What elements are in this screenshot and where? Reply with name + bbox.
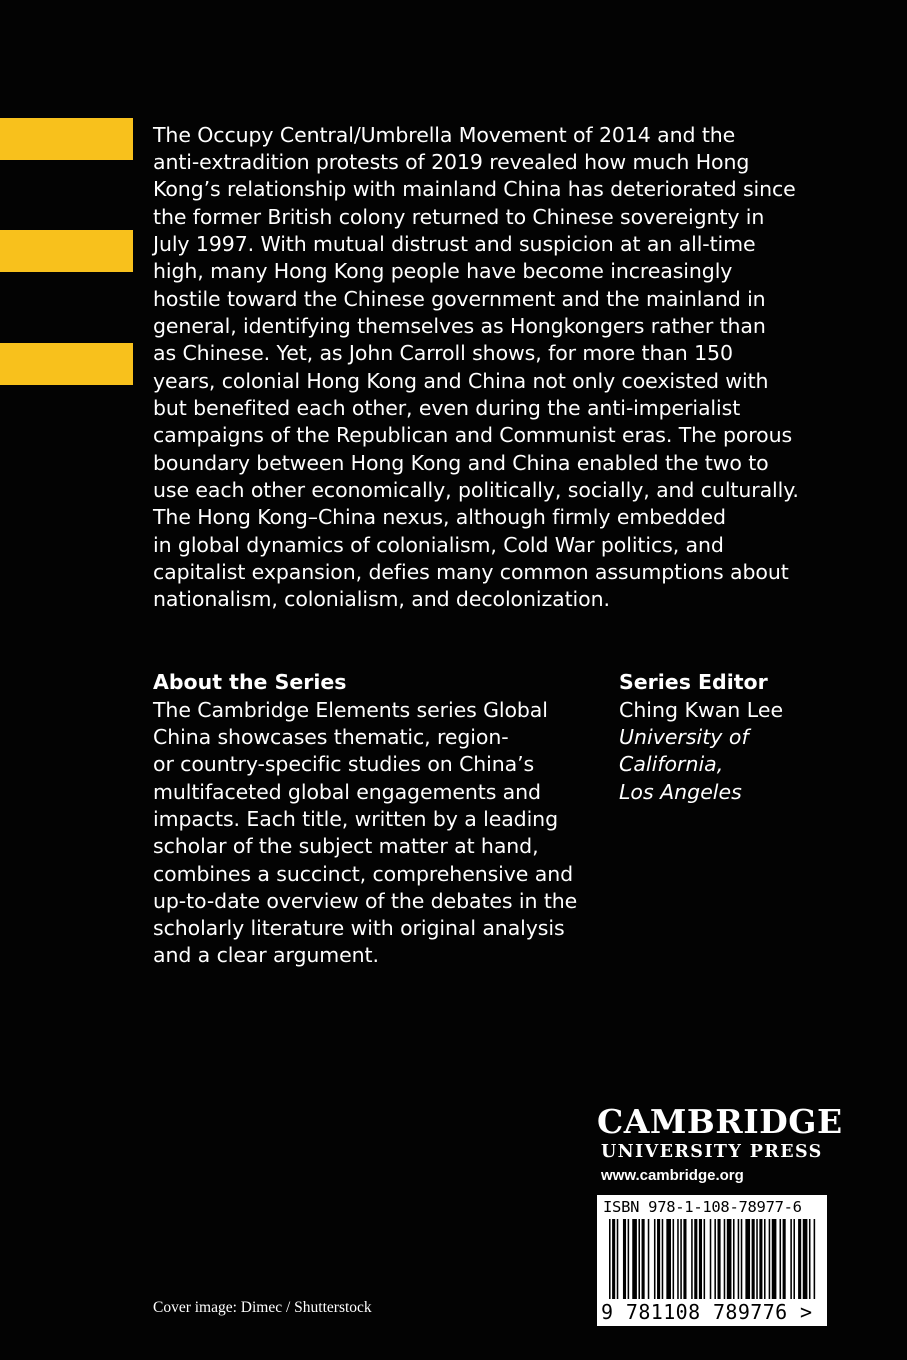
blurb-line: use each other economically, politically, socially, and culturally. [153,478,799,502]
barcode-bar [772,1219,777,1299]
about-series-line: multifaceted global engagements and [153,780,541,804]
about-series-line: impacts. Each title, written by a leading [153,807,558,831]
barcode-bar [673,1219,675,1299]
barcode-bar [733,1219,735,1299]
publisher-name: CAMBRIDGE [597,1102,843,1141]
barcode-bar [738,1219,740,1299]
barcode-bar [727,1219,732,1299]
series-editor-affiliation: University of [619,725,749,749]
barcode-bar [648,1219,650,1299]
barcode-bar [798,1219,801,1299]
barcode-bar [704,1219,706,1299]
about-series-line: China showcases thematic, region- [153,725,509,749]
cover-image-credit: Cover image: Dimec / Shutterstock [153,1299,372,1316]
barcode-bar [699,1219,702,1299]
barcode-bar [642,1219,645,1299]
barcode-bar [759,1219,762,1299]
barcode-bar [780,1219,782,1299]
about-series-line: scholarly literature with original analysis [153,916,565,940]
blurb-line: years, colonial Hong Kong and China not only coexisted with [153,369,769,393]
barcode-bar [654,1219,656,1299]
blurb-line: Kong’s relationship with mainland China has deteriorated since [153,177,796,201]
blurb-line: the former British colony returned to Chinese sovereignty in [153,205,765,229]
blurb-line: campaigns of the Republican and Communist eras. The porous [153,423,793,447]
series-editor-affiliation: Los Angeles [619,780,742,804]
barcode-bar [790,1219,792,1299]
barcode-bar [769,1219,771,1299]
blurb-line: nationalism, colonialism, and decolonization. [153,587,610,611]
publisher-url[interactable]: www.cambridge.org [601,1167,744,1184]
barcode-bar [609,1219,611,1299]
blurb-line: general, identifying themselves as Hongkongers rather than [153,314,766,338]
barcode-bar [677,1219,679,1299]
barcode-bar [628,1219,630,1299]
barcode-bar [814,1219,816,1299]
barcode-bar [657,1219,660,1299]
barcode-bar [718,1219,721,1299]
barcode-bar [741,1219,743,1299]
barcode-bars [601,1219,821,1301]
blurb-line: in global dynamics of colonialism, Cold War politics, and [153,533,724,557]
blurb-line: The Hong Kong–China nexus, although firmly embedded [153,505,726,529]
barcode-bar [694,1219,697,1299]
isbn-label: ISBN 978-1-108-78977-6 [603,1198,802,1216]
barcode-bar [638,1219,640,1299]
barcode-bar [764,1219,766,1299]
blurb-line: as Chinese. Yet, as John Carroll shows, for more than 150 [153,341,733,365]
barcode-bar [612,1219,615,1299]
about-series-heading: About the Series [153,670,347,694]
series-editor-name: Ching Kwan Lee [619,698,784,722]
blurb-line: high, many Hong Kong people have become increasingly [153,259,733,283]
barcode-bar [809,1219,811,1299]
barcode-digits: 9 781108 789776 > [601,1300,813,1324]
barcode-bar [691,1219,693,1299]
blurb-line: The Occupy Central/Umbrella Movement of 2014 and the [153,123,736,147]
barcode-bar [662,1219,664,1299]
barcode-bar [714,1219,716,1299]
series-editor-affiliation: California, [619,752,724,776]
blurb-line: but benefited each other, even during the anti-imperialist [153,396,741,420]
barcode-bar [724,1219,726,1299]
about-series-line: scholar of the subject matter at hand, [153,834,539,858]
about-series-line: or country-specific studies on China’s [153,752,535,776]
barcode-bar [793,1219,795,1299]
about-series-line: The Cambridge Elements series Global [153,698,548,722]
about-series-line: and a clear argument. [153,943,379,967]
series-editor-heading: Series Editor [619,670,768,694]
yellow-bar-bottom [0,343,133,385]
barcode-bar [623,1219,626,1299]
barcode-bar [756,1219,758,1299]
barcode-bar [666,1219,671,1299]
blurb-line: capitalist expansion, defies many common assumptions about [153,560,789,584]
blurb-line: anti-extradition protests of 2019 revealed how much Hong [153,150,750,174]
barcode-bar [803,1219,808,1299]
isbn-barcode [597,1195,827,1326]
barcode-bar [783,1219,786,1299]
about-series-line: combines a succinct, comprehensive and [153,862,574,886]
barcode-bar [752,1219,755,1299]
barcode-bar [632,1219,637,1299]
barcode-bar [683,1219,686,1299]
about-series-line: up-to-date overview of the debates in the [153,889,578,913]
barcode-bar [710,1219,712,1299]
blurb-line: hostile toward the Chinese government and the mainland in [153,287,766,311]
yellow-bar-top [0,118,133,160]
blurb-line: boundary between Hong Kong and China enabled the two to [153,451,769,475]
barcode-bar [680,1219,682,1299]
publisher-subname: UNIVERSITY PRESS [601,1142,823,1162]
barcode-bar [617,1219,619,1299]
yellow-bar-middle [0,230,133,272]
blurb-line: July 1997. With mutual distrust and suspicion at an all-time [153,232,756,256]
barcode-bar [745,1219,750,1299]
